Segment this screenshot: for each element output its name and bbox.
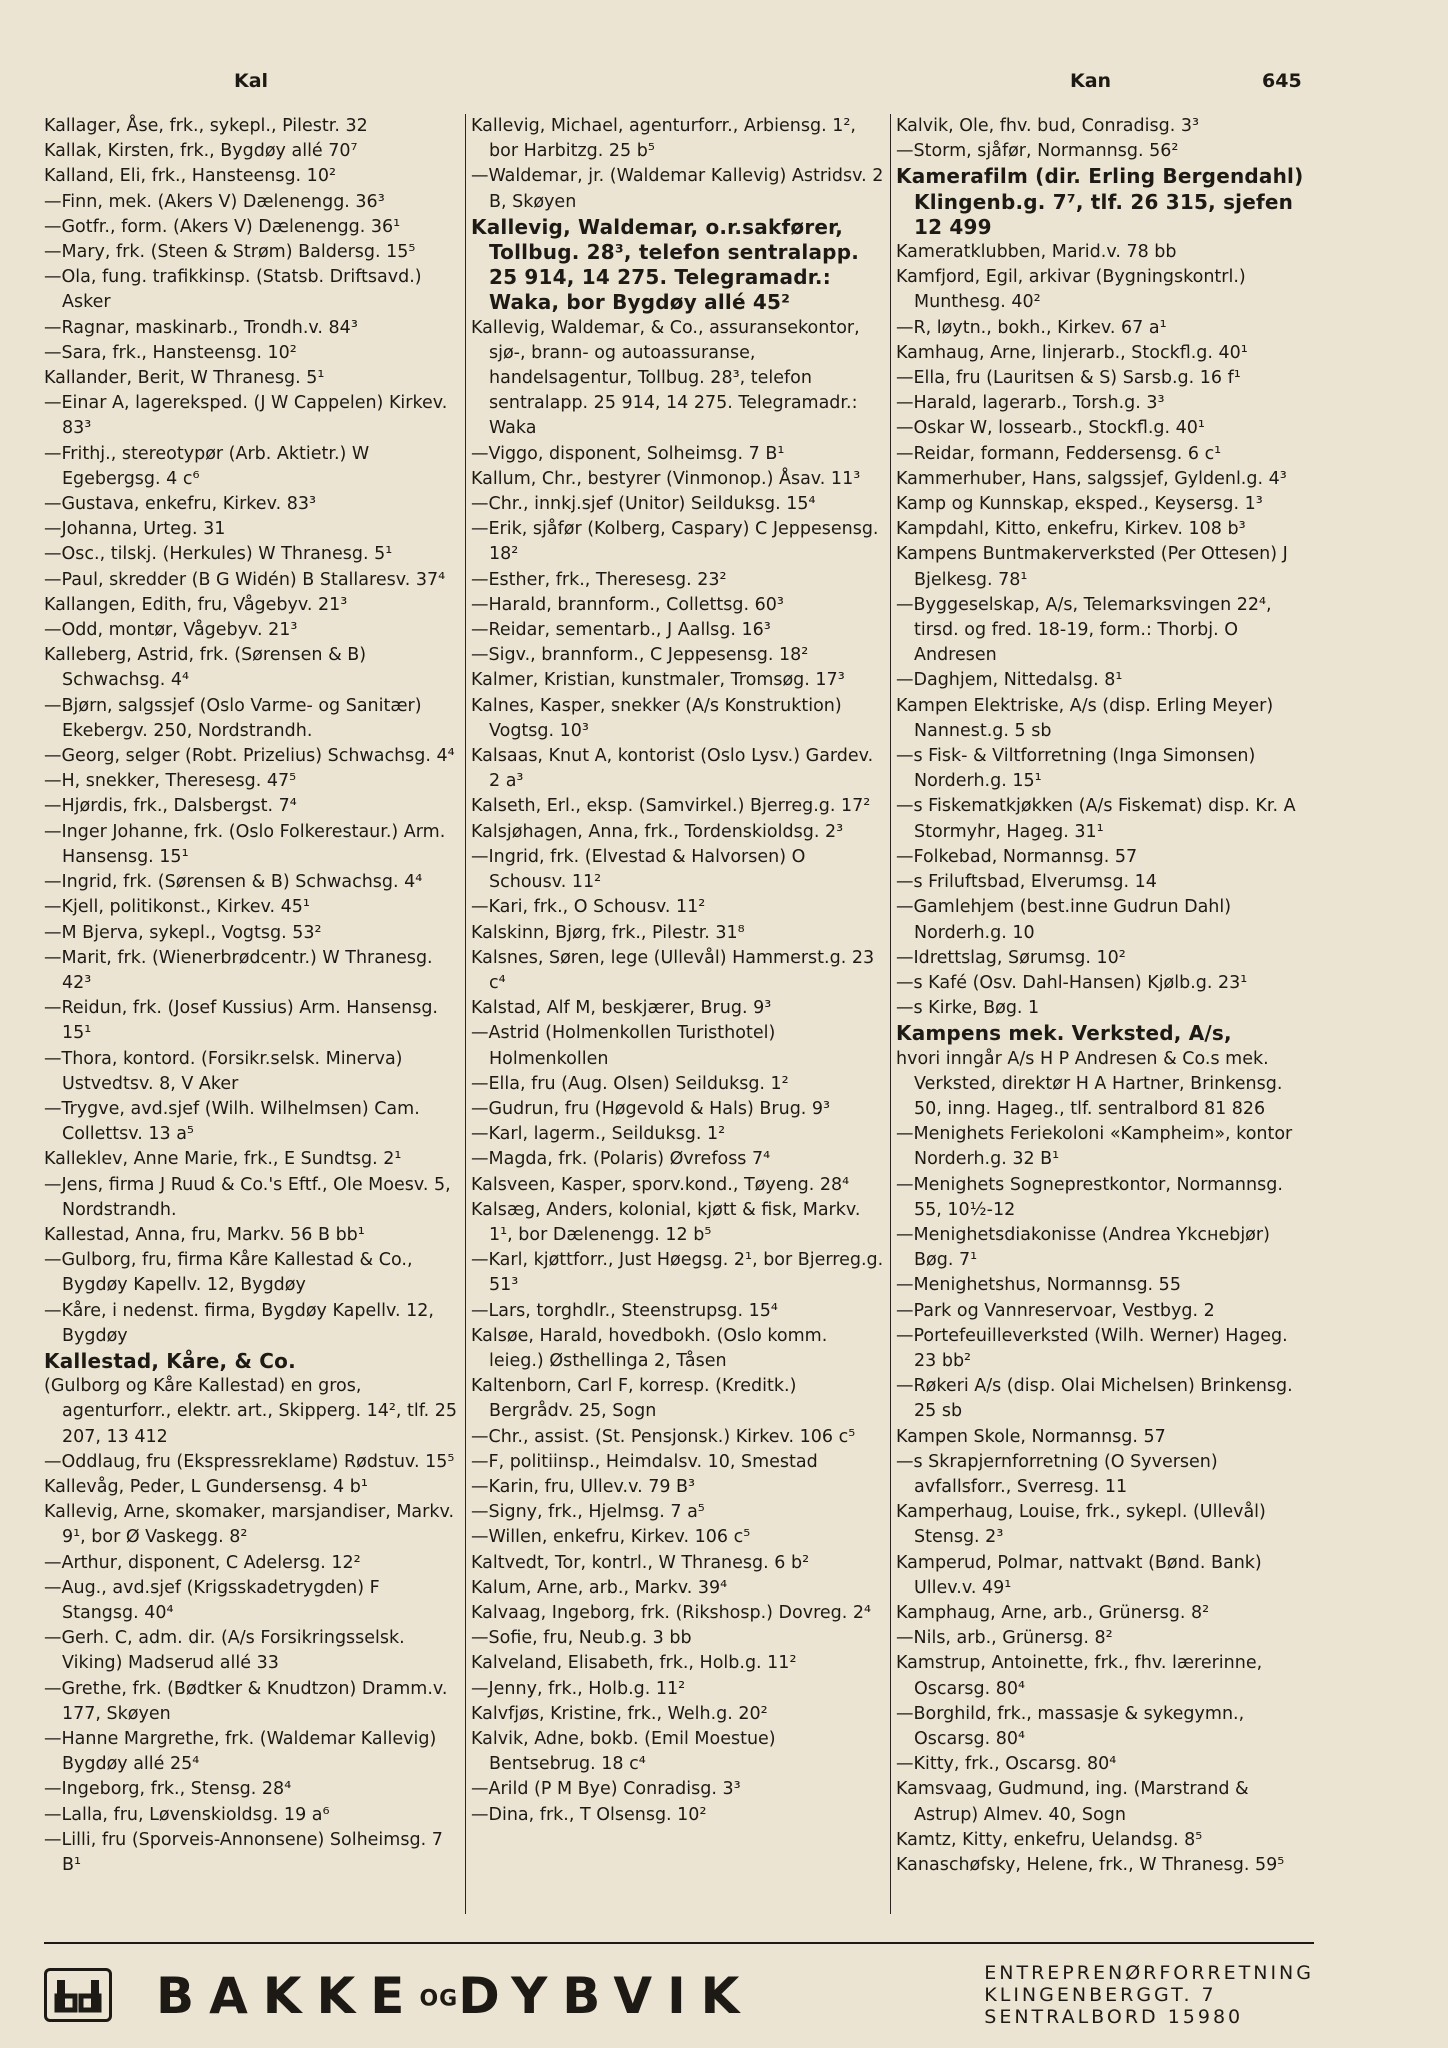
advert-line-3: SENTRALBORD 15980 xyxy=(984,2006,1244,2028)
directory-entry: —Esther, frk., Theresesg. 23² xyxy=(471,569,727,590)
directory-entry: —Karl, kjøttforr., Just Høegsg. 2¹, bor Bjerreg.g. 51³ xyxy=(471,1250,884,1296)
directory-entry: —Folkebad, Normannsg. 57 xyxy=(896,846,1138,867)
advert-contact xyxy=(984,1962,1314,2028)
directory-entry: Kamtz, Kitty, enkefru, Uelandsg. 8⁵ xyxy=(896,1829,1203,1850)
advertisement xyxy=(44,1962,1314,2032)
directory-entry: —Kåre, i nedenst. firma, Bygdøy Kapellv. 12, Bygdøy xyxy=(44,1300,434,1346)
directory-entry: —Georg, selger (Robt. Prizelius) Schwachsg. 4⁴ xyxy=(44,746,455,767)
directory-entry: —Røkeri A/s (disp. Olai Michelsen) Brinkensg. 25 sb xyxy=(896,1376,1293,1422)
directory-entry: —Idrettslag, Sørumsg. 10² xyxy=(896,947,1126,968)
directory-entry: —Daghjem, Nittedalsg. 8¹ xyxy=(896,670,1123,691)
directory-entry: —Storm, sjåfør, Normannsg. 56² xyxy=(896,141,1179,162)
directory-entry: Kalum, Arne, arb., Markv. 39⁴ xyxy=(471,1577,728,1598)
directory-entry: —s Friluftsbad, Elverumsg. 14 xyxy=(896,872,1157,893)
directory-column-1 xyxy=(44,114,460,1914)
directory-entry: Kalland, Eli, frk., Hansteensg. 10² xyxy=(44,166,336,187)
directory-entry: Kallager, Åse, frk., sykepl., Pilestr. 32 xyxy=(44,116,368,136)
directory-columns xyxy=(44,114,1314,1914)
directory-entry: Kampen Skole, Normannsg. 57 xyxy=(896,1426,1166,1447)
directory-entry: Kampdahl, Kitto, enkefru, Kirkev. 108 b³ xyxy=(896,519,1246,540)
directory-entry: —Arild (P M Bye) Conradisg. 3³ xyxy=(471,1779,741,1800)
directory-entry: —Reidar, formann, Feddersensg. 6 c¹ xyxy=(896,443,1222,464)
directory-entry: Kallevig, Waldemar, o.r.sakfører, Tollbug. 28³, telefon sentralapp. 25 914, 14 275. Telegramadr.: Waka, bor Bygdøy allé 45² xyxy=(471,214,860,315)
directory-entry: Kalseth, Erl., eksp. (Samvirkel.) Bjerreg.g. 17² xyxy=(471,796,871,817)
advert-company-name xyxy=(156,1966,754,2030)
directory-entry: Kalnes, Kasper, snekker (A/s Konstruktion) Vogtsg. 10³ xyxy=(471,695,842,741)
header-right-word: Kan xyxy=(1070,70,1112,92)
directory-entry: —Oddlaug, fru (Ekspressreklame) Rødstuv. 15⁵ xyxy=(44,1451,455,1472)
directory-entry: Kalleklev, Anne Marie, frk., E Sundtsg. 2¹ xyxy=(44,1149,402,1170)
directory-entry: —F, politiinsp., Heimdalsv. 10, Smestad xyxy=(471,1451,818,1472)
advert-name-og: OG xyxy=(419,1986,459,2012)
directory-entry: —Johanna, Urteg. 31 xyxy=(44,519,226,540)
directory-entry: Kallevig, Waldemar, & Co., assuransekontor, sjø-, brann- og autoassuranse, handelsagentur, Tollbug. 28³, telefon sentralapp. 25 914, 14 275. Telegramadr.: Waka xyxy=(471,317,860,439)
directory-entry: Kamfjord, Egil, arkivar (Bygningskontrl.) Munthesg. 40² xyxy=(896,267,1246,313)
directory-entry: Kamsvaag, Gudmund, ing. (Marstrand & Astrup) Almev. 40, Sogn xyxy=(896,1779,1249,1825)
directory-entry: —Signy, frk., Hjelmsg. 7 a⁵ xyxy=(471,1502,705,1523)
directory-entry: —Bjørn, salgssjef (Oslo Varme- og Sanitær) Ekebergv. 250, Nordstrandh. xyxy=(44,695,422,741)
directory-entry: —Erik, sjåfør (Kolberg, Caspary) C Jeppesensg. 18² xyxy=(471,519,879,565)
directory-entry: —Ingrid, frk. (Sørensen & B) Schwachsg. 4⁴ xyxy=(44,872,423,893)
directory-entry: Kalsaas, Knut A, kontorist (Oslo Lysv.) Gardev. 2 a³ xyxy=(471,746,874,792)
directory-entry: Kallum, Chr., bestyrer (Vinmonop.) Åsav. 11³ xyxy=(471,468,861,489)
directory-entry: —Park og Vannreservoar, Vestbyg. 2 xyxy=(896,1300,1215,1321)
directory-entry: Kallevig, Arne, skomaker, marsjandiser, Markv. 9¹, bor Ø Vaskegg. 8² xyxy=(44,1502,455,1548)
directory-entry: Kalsæg, Anders, kolonial, kjøtt & fisk, Markv. 1¹, bor Dælenengg. 12 b⁵ xyxy=(471,1199,861,1245)
directory-entry: Kamperud, Polmar, nattvakt (Bønd. Bank) Ullev.v. 49¹ xyxy=(896,1552,1262,1598)
directory-entry: —Menighets Sogneprestkontor, Normannsg. 55, 10½-12 xyxy=(896,1174,1283,1220)
directory-entry: Kallander, Berit, W Thranesg. 5¹ xyxy=(44,368,325,389)
column-divider xyxy=(465,114,466,1914)
directory-entry: —Ingrid, frk. (Elvestad & Halvorsen) O Schousv. 11² xyxy=(471,846,806,893)
directory-entry: —Sofie, fru, Neub.g. 3 bb xyxy=(471,1628,692,1649)
page-number: 645 xyxy=(1262,70,1302,92)
directory-entry: —Portefeuilleverksted (Wilh. Werner) Hageg. 23 bb² xyxy=(896,1325,1288,1371)
directory-entry: Kanaschøfsky, Helene, frk., W Thranesg. 59⁵ xyxy=(896,1855,1285,1876)
directory-entry: —Ragnar, maskinarb., Trondh.v. 84³ xyxy=(44,317,358,338)
directory-entry: Kamhaug, Arne, linjerarb., Stockfl.g. 40¹ xyxy=(896,342,1248,363)
directory-entry: —Paul, skredder (B G Widén) B Stallaresv. 37⁴ xyxy=(44,569,446,590)
directory-entry: —Menighetshus, Normannsg. 55 xyxy=(896,1275,1181,1296)
header-left-word: Kal xyxy=(234,70,269,92)
advert-name-left: BAKKE xyxy=(156,1967,420,2025)
directory-entry: —Thora, kontord. (Forsikr.selsk. Minerva) Ustvedtsv. 8, V Aker xyxy=(44,1048,403,1094)
directory-entry: —Trygve, avd.sjef (Wilh. Wilhelmsen) Cam. Collettsv. 13 a⁵ xyxy=(44,1098,420,1145)
page-header xyxy=(0,70,1448,104)
directory-entry: —Osc., tilskj. (Herkules) W Thranesg. 5¹ xyxy=(44,544,393,565)
directory-entry: Kalveland, Elisabeth, frk., Holb.g. 11² xyxy=(471,1653,797,1674)
directory-entry: —Arthur, disponent, C Adelersg. 12² xyxy=(44,1552,361,1573)
directory-entry: —Einar A, lagereksped. (J W Cappelen) Kirkev. 83³ xyxy=(44,393,448,439)
directory-entry: Kalskinn, Bjørg, frk., Pilestr. 31⁸ xyxy=(471,922,745,943)
directory-entry: Kalvik, Adne, bokb. (Emil Moestue) Bentsebrug. 18 c⁴ xyxy=(471,1729,776,1775)
directory-entry: —Mary, frk. (Steen & Strøm) Baldersg. 15⁵ xyxy=(44,242,416,263)
directory-entry: —Gamlehjem (best.inne Gudrun Dahl) Norderh.g. 10 xyxy=(896,897,1232,943)
bd-logo-icon xyxy=(44,1968,112,2022)
directory-entry: —Gulborg, fru, firma Kåre Kallestad & Co., Bygdøy Kapellv. 12, Bygdøy xyxy=(44,1250,413,1296)
directory-entry: —Hanne Margrethe, frk. (Waldemar Kallevig) Bygdøy allé 25⁴ xyxy=(44,1729,437,1775)
directory-entry: —Gotfr., form. (Akers V) Dælenengg. 36¹ xyxy=(44,216,401,237)
directory-entry: Kallangen, Edith, fru, Vågebyv. 21³ xyxy=(44,594,348,615)
directory-entry: —Nils, arb., Grünersg. 8² xyxy=(896,1628,1113,1649)
directory-entry: —Jens, firma J Ruud & Co.'s Eftf., Ole Moesv. 5, Nordstrandh. xyxy=(44,1174,451,1220)
directory-column-2 xyxy=(471,114,885,1914)
directory-column-3 xyxy=(896,114,1314,1914)
directory-entry: Kalsøe, Harald, hovedbokh. (Oslo komm. leieg.) Østhellinga 2, Tåsen xyxy=(471,1325,828,1371)
directory-entry: hvori inngår A/s H P Andresen & Co.s mek. Verksted, direktør H A Hartner, Brinkensg. 50, inng. Hageg., tlf. sentralbord 81 826 xyxy=(896,1048,1283,1119)
directory-entry: Kamperhaug, Louise, frk., sykepl. (Ullevål) Stensg. 2³ xyxy=(896,1502,1266,1548)
directory-entry: Kalvaag, Ingeborg, frk. (Rikshosp.) Dovreg. 2⁴ xyxy=(471,1602,872,1623)
directory-entry: Kampens mek. Verksted, A/s, xyxy=(896,1021,1232,1046)
directory-entry: —s Fisk- & Viltforretning (Inga Simonsen) Norderh.g. 15¹ xyxy=(896,746,1256,792)
directory-entry: —s Skrapjernforretning (O Syversen) avfallsforr., Sverresg. 11 xyxy=(896,1451,1218,1497)
directory-entry: —Willen, enkefru, Kirkev. 106 c⁵ xyxy=(471,1527,751,1548)
footer-rule xyxy=(44,1942,1314,1944)
directory-entry: Kamstrup, Antoinette, frk., fhv. lærerinne, Oscarsg. 80⁴ xyxy=(896,1653,1263,1699)
directory-entry: —Borghild, frk., massasje & sykegymn., Oscarsg. 80⁴ xyxy=(896,1703,1245,1749)
directory-entry: Kalvik, Ole, fhv. bud, Conradisg. 3³ xyxy=(896,116,1199,136)
directory-entry: Kameratklubben, Marid.v. 78 bb xyxy=(896,242,1177,263)
directory-entry: (Gulborg og Kåre Kallestad) en gros, agenturforr., elektr. art., Skipperg. 14², tlf. 25 207, 13 412 xyxy=(44,1376,458,1447)
directory-entry: Kalstad, Alf M, beskjærer, Brug. 9³ xyxy=(471,998,772,1019)
directory-entry: Kalsveen, Kasper, sporv.kond., Tøyeng. 28⁴ xyxy=(471,1174,850,1195)
directory-entry: —Ella, fru (Lauritsen & S) Sarsb.g. 16 f¹ xyxy=(896,368,1241,389)
directory-entry: —Menighets Feriekoloni «Kampheim», kontor Norderh.g. 32 B¹ xyxy=(896,1124,1293,1170)
directory-entry: —Oskar W, lossearb., Stockfl.g. 40¹ xyxy=(896,418,1205,439)
directory-entry: Kaltenborn, Carl F, korresp. (Kreditk.) Bergrådv. 25, Sogn xyxy=(471,1376,797,1422)
directory-entry: —Sara, frk., Hansteensg. 10² xyxy=(44,342,297,363)
directory-entry: Kallak, Kirsten, frk., Bygdøy allé 70⁷ xyxy=(44,141,358,162)
directory-entry: —Waldemar, jr. (Waldemar Kallevig) Astridsv. 2 B, Skøyen xyxy=(471,166,884,212)
advert-line-2: KLINGENBERGGT. 7 xyxy=(984,1984,1217,2006)
directory-entry: Kallestad, Kåre, & Co. xyxy=(44,1348,296,1373)
directory-entry: —Astrid (Holmenkollen Turisthotel) Holmenkollen xyxy=(471,1023,776,1069)
directory-entry: Kamp og Kunnskap, eksped., Keysersg. 1³ xyxy=(896,494,1263,515)
directory-entry: Kalvfjøs, Kristine, frk., Welh.g. 20² xyxy=(471,1703,768,1724)
directory-entry: —Viggo, disponent, Solheimsg. 7 B¹ xyxy=(471,443,785,464)
directory-entry: —H, snekker, Theresesg. 47⁵ xyxy=(44,771,297,792)
directory-entry: Kallevig, Michael, agenturforr., Arbiensg. 1², bor Harbitzg. 25 b⁵ xyxy=(471,116,856,162)
directory-entry: Kampen Elektriske, A/s (disp. Erling Meyer) Nannest.g. 5 sb xyxy=(896,695,1274,741)
directory-entry: —Lalla, fru, Løvenskioldsg. 19 a⁶ xyxy=(44,1804,330,1825)
directory-entry: Kallestad, Anna, fru, Markv. 56 B bb¹ xyxy=(44,1224,365,1245)
column-divider xyxy=(890,114,891,1914)
directory-entry: —Harald, brannform., Collettsg. 60³ xyxy=(471,594,784,615)
directory-entry: —M Bjerva, sykepl., Vogtsg. 53² xyxy=(44,922,322,943)
directory-entry: —s Kirke, Bøg. 1 xyxy=(896,998,1040,1019)
directory-entry: —Ola, fung. trafikkinsp. (Statsb. Driftsavd.) Asker xyxy=(44,267,422,313)
directory-entry: —Karin, fru, Ullev.v. 79 B³ xyxy=(471,1476,696,1497)
directory-entry: —Jenny, frk., Holb.g. 11² xyxy=(471,1678,686,1699)
directory-entry: Kammerhuber, Hans, salgssjef, Gyldenl.g. 4³ xyxy=(896,468,1287,489)
advert-name-right: DYBVIK xyxy=(458,1967,755,2025)
directory-entry: —Odd, montør, Vågebyv. 21³ xyxy=(44,620,298,641)
directory-entry: Kamphaug, Arne, arb., Grünersg. 8² xyxy=(896,1602,1210,1623)
directory-entry: —Hjørdis, frk., Dalsbergst. 7⁴ xyxy=(44,796,297,817)
directory-entry: —Sigv., brannform., C Jeppesensg. 18² xyxy=(471,645,809,666)
directory-entry: Kamerafilm (dir. Erling Bergendahl) Klingenb.g. 7⁷, tlf. 26 315, sjefen 12 499 xyxy=(896,164,1304,239)
directory-entry: Kallevåg, Peder, L Gundersensg. 4 b¹ xyxy=(44,1476,368,1497)
directory-entry: —Menighetsdiakonisse (Andrea Ykснebjør) Bøg. 7¹ xyxy=(896,1224,1270,1271)
directory-entry: Kalleberg, Astrid, frk. (Sørensen & B) Schwachsg. 4⁴ xyxy=(44,645,367,691)
directory-entry: —Kjell, politikonst., Kirkev. 45¹ xyxy=(44,897,310,918)
directory-entry: —Chr., assist. (St. Pensjonsk.) Kirkev. 106 c⁵ xyxy=(471,1426,856,1447)
directory-entry: —Gustava, enkefru, Kirkev. 83³ xyxy=(44,494,316,515)
directory-entry: —Karl, lagerm., Seilduksg. 1² xyxy=(471,1124,726,1145)
directory-entry: Kaltvedt, Tor, kontrl., W Thranesg. 6 b² xyxy=(471,1552,810,1573)
directory-entry: —Aug., avd.sjef (Krigsskadetrygden) F Stangsg. 40⁴ xyxy=(44,1577,380,1623)
directory-entry: —Kari, frk., O Schousv. 11² xyxy=(471,897,706,918)
directory-entry: —Ella, fru (Aug. Olsen) Seilduksg. 1² xyxy=(471,1073,789,1094)
directory-entry: Kalmer, Kristian, kunstmaler, Tromsøg. 17³ xyxy=(471,670,845,691)
directory-entry: —R, løytn., bokh., Kirkev. 67 a¹ xyxy=(896,317,1167,338)
directory-entry: —Gerh. C, adm. dir. (A/s Forsikringsselsk. Viking) Madserud allé 33 xyxy=(44,1628,405,1674)
directory-entry: —s Fiskematkjøkken (A/s Fiskemat) disp. Kr. A Stormyhr, Hageg. 31¹ xyxy=(896,796,1296,842)
directory-entry: —Chr., innkj.sjef (Unitor) Seilduksg. 15⁴ xyxy=(471,494,816,515)
directory-entry: —Frithj., stereotypør (Arb. Aktietr.) W Egebergsg. 4 c⁶ xyxy=(44,443,370,489)
directory-entry: —Marit, frk. (Wienerbrødcentr.) W Thranesg. 42³ xyxy=(44,947,433,993)
directory-entry: —Ingeborg, frk., Stensg. 28⁴ xyxy=(44,1779,292,1800)
directory-entry: —Inger Johanne, frk. (Oslo Folkerestaur.) Arm. Hansensg. 15¹ xyxy=(44,821,446,867)
directory-entry: —Reidar, sementarb., J Aallsg. 16³ xyxy=(471,620,771,641)
directory-entry: Kalsnes, Søren, lege (Ullevål) Hammerst.g. 23 c⁴ xyxy=(471,947,875,993)
directory-entry: Kampens Buntmakerverksted (Per Ottesen) J Bjelkesg. 78¹ xyxy=(896,544,1288,590)
directory-entry: —Lars, torghdlr., Steenstrupsg. 15⁴ xyxy=(471,1300,778,1321)
directory-entry: —Dina, frk., T Olsensg. 10² xyxy=(471,1804,707,1825)
directory-entry: —Gudrun, fru (Høgevold & Hals) Brug. 9³ xyxy=(471,1098,831,1119)
directory-entry: —Lilli, fru (Sporveis-Annonsene) Solheimsg. 7 B¹ xyxy=(44,1829,443,1876)
directory-entry: —Harald, lagerarb., Torsh.g. 3³ xyxy=(896,393,1165,414)
directory-entry: Kalsjøhagen, Anna, frk., Tordenskioldsg. 2³ xyxy=(471,821,844,842)
directory-entry: —Kitty, frk., Oscarsg. 80⁴ xyxy=(896,1754,1117,1775)
directory-entry: —Magda, frk. (Polaris) Øvrefoss 7⁴ xyxy=(471,1149,771,1170)
directory-entry: —Reidun, frk. (Josef Kussius) Arm. Hansensg. 15¹ xyxy=(44,998,438,1044)
directory-entry: —Byggeselskap, A/s, Telemarksvingen 22⁴, tirsd. og fred. 18-19, form.: Thorbj. O Andresen xyxy=(896,594,1272,666)
directory-entry: —Grethe, frk. (Bødtker & Knudtzon) Dramm.v. 177, Skøyen xyxy=(44,1678,448,1724)
advert-line-1: ENTREPRENØRFORRETNING xyxy=(984,1962,1314,1984)
directory-entry: —s Kafé (Osv. Dahl-Hansen) Kjølb.g. 23¹ xyxy=(896,972,1248,993)
directory-entry: —Finn, mek. (Akers V) Dælenengg. 36³ xyxy=(44,191,385,212)
